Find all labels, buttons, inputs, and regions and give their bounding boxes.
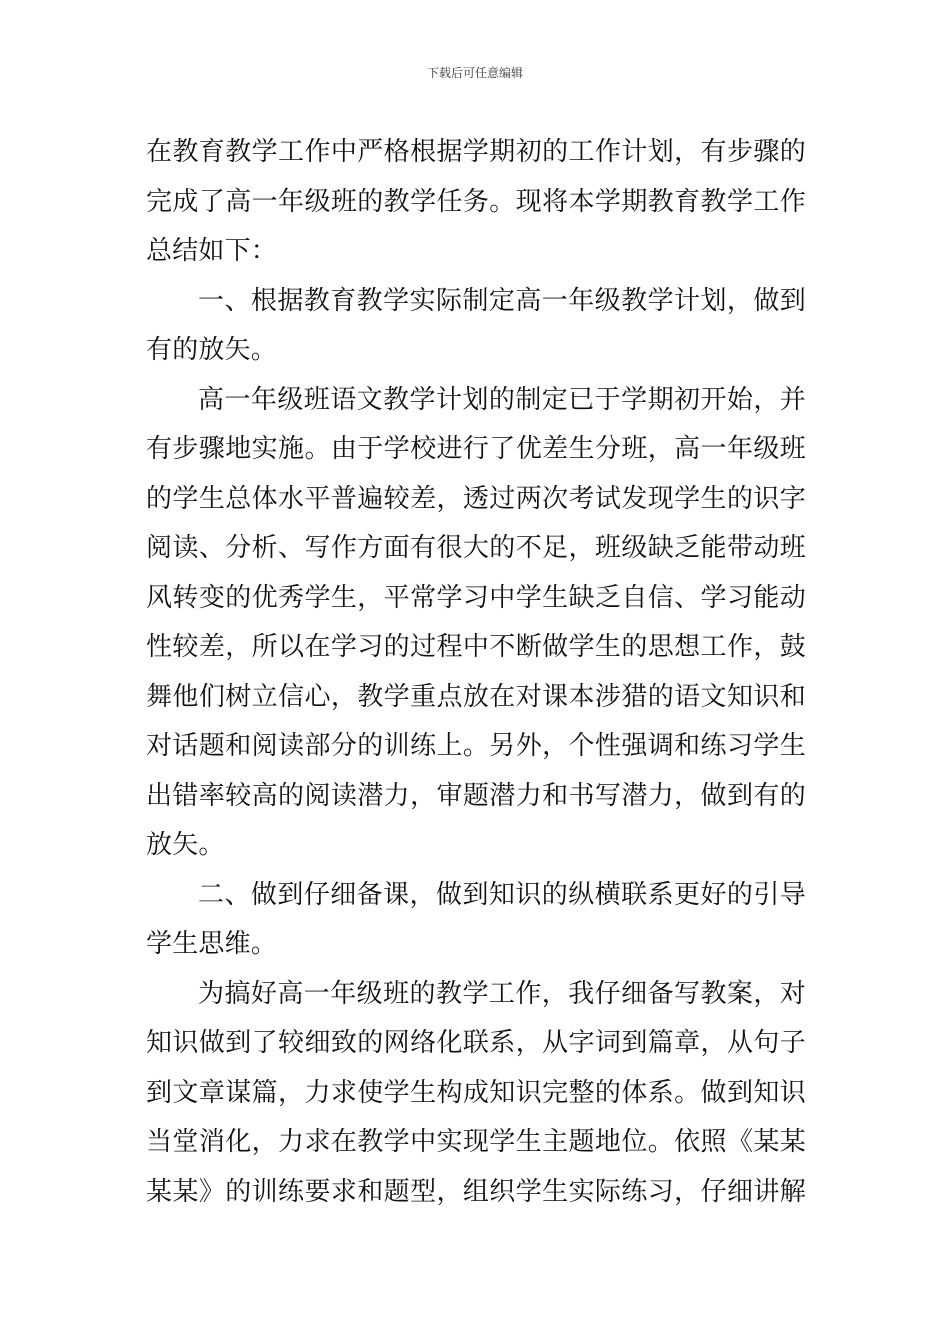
text-line: 在教育教学工作中严格根据学期初的工作计划，有步骤的 [146, 137, 806, 167]
text-line: 学生思维。 [146, 929, 278, 959]
text-line: 知识做到了较细致的网络化联系，从字词到篇章，从句子 [146, 1028, 806, 1058]
paragraph-start-line: 高一年级班语文教学计划的制定已于学期初开始，并 [198, 384, 806, 415]
text-line: 风转变的优秀学生，平常学习中学生缺乏自信、学习能动 [146, 582, 806, 613]
text-line: 有步骤地实施。由于学校进行了优差生分班，高一年级班 [146, 434, 806, 464]
text-line: 当堂消化，力求在教学中实现学生主题地位。依照《某某 [146, 1127, 806, 1157]
text-line: 有的放矢。 [146, 335, 278, 365]
text-line: 出错率较高的阅读潜力，审题潜力和书写潜力，做到有的 [146, 780, 806, 811]
text-line: 某某》的训练要求和题型，组织学生实际练习，仔细讲解 [146, 1176, 806, 1207]
text-line: 总结如下： [146, 236, 278, 266]
text-line: 的学生总体水平普遍较差，透过两次考试发现学生的识字 [146, 483, 806, 514]
text-line: 放矢。 [146, 830, 225, 860]
text-line: 性较差，所以在学习的过程中不断做学生的思想工作，鼓 [146, 632, 806, 662]
text-line: 舞他们树立信心，教学重点放在对课本涉猎的语文知识和 [146, 681, 806, 712]
page-header-note: 下载后可任意编辑 [426, 66, 523, 80]
paragraph-start-line: 为搞好高一年级班的教学工作，我仔细备写教案，对 [198, 978, 806, 1009]
text-line: 阅读、分析、写作方面有很大的不足，班级缺乏能带动班 [146, 533, 806, 563]
section-heading-line: 一、根据教育教学实际制定高一年级教学计划，做到 [198, 285, 806, 316]
text-line: 完成了高一年级班的教学任务。现将本学期教育教学工作 [146, 186, 806, 217]
text-line: 到文章谋篇，力求使学生构成知识完整的体系。做到知识 [146, 1077, 806, 1108]
text-line: 对话题和阅读部分的训练上。另外，个性强调和练习学生 [146, 731, 806, 761]
section-heading-line: 二、做到仔细备课，做到知识的纵横联系更好的引导 [198, 879, 806, 910]
document-body [146, 128, 806, 1217]
